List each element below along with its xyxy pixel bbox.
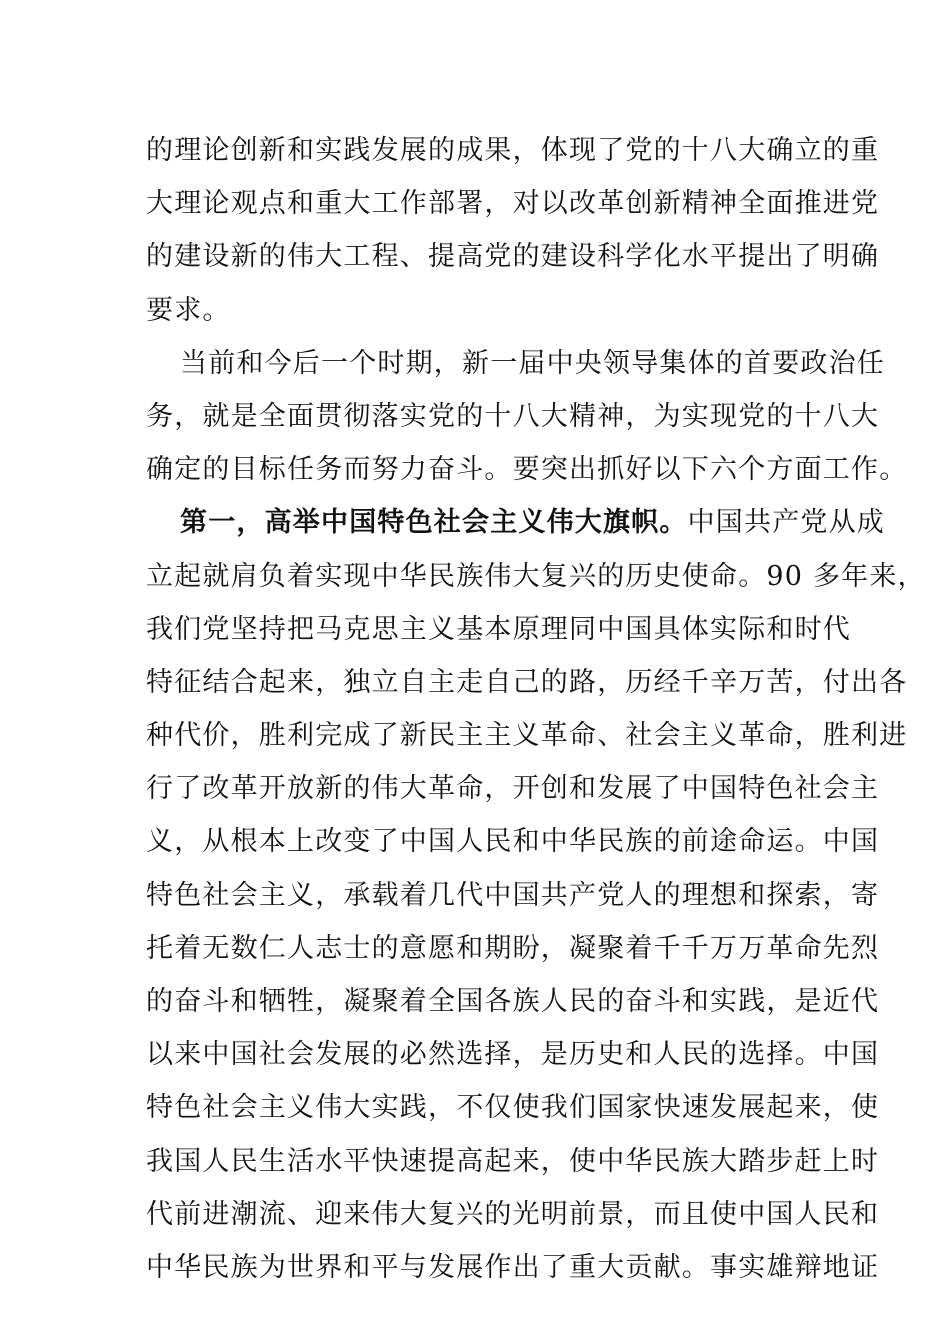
heading-line-rest: 中国共产党从成 — [687, 507, 886, 539]
paragraph-2 — [146, 337, 908, 497]
text-line: 特色社会主义，承载着几代中国共产党人的理想和探索，寄 — [146, 879, 880, 911]
text-line: 托着无数仁人志士的意愿和期盼，凝聚着千千万万革命先烈 — [146, 932, 880, 964]
text-line: 我们党坚持把马克思主义基本原理同中国具体实际和时代 — [146, 613, 851, 645]
text-line: 的奋斗和牺牲，凝聚着全国各族人民的奋斗和实践，是近代 — [146, 986, 880, 1017]
text-line: 的建设新的伟大工程、提高党的建设科学化水平提出了明确 — [146, 241, 880, 273]
text-line: 当前和今后一个时期，新一届中央领导集体的首要政治任 — [180, 347, 885, 379]
text-line: 中华民族为世界和平与发展作出了重大贡献。事实雄辩地证 — [146, 1251, 880, 1283]
section-heading: 第一，高举中国特色社会主义伟大旗帜。 — [180, 507, 688, 539]
text-line: 确定的目标任务而努力奋斗。要突出抓好以下六个方面工作。 — [146, 454, 908, 486]
text-line: 种代价，胜利完成了新民主主义革命、社会主义革命，胜利进 — [146, 720, 908, 752]
text-line: 特征结合起来，独立自主走自己的路，历经千辛万苦，付出各 — [146, 666, 908, 698]
text-line: 特色社会主义伟大实践，不仅使我们国家快速发展起来，使 — [146, 1092, 880, 1124]
text-line — [146, 496, 886, 549]
text-line: 行了改革开放新的伟大革命，开创和发展了中国特色社会主 — [146, 773, 880, 805]
paragraph-3 — [146, 496, 926, 1294]
text-line: 大理论观点和重大工作部署，对以改革创新精神全面推进党 — [146, 188, 880, 220]
text-line: 要求。 — [146, 294, 231, 326]
text-line: 的理论创新和实践发展的成果，体现了党的十八大确立的重 — [146, 135, 880, 166]
document-body — [146, 124, 926, 1294]
text-line: 以来中国社会发展的必然选择，是历史和人民的选择。中国 — [146, 1039, 880, 1071]
text-line: 义，从根本上改变了中国人民和中华民族的前途命运。中国 — [146, 826, 880, 858]
paragraph-1 — [146, 124, 880, 337]
text-line: 务，就是全面贯彻落实党的十八大精神，为实现党的十八大 — [146, 400, 880, 432]
text-line: 代前进潮流、迎来伟大复兴的光明前景，而且使中国人民和 — [146, 1198, 880, 1230]
text-line: 我国人民生活水平快速提高起来，使中华民族大踏步赶上时 — [146, 1145, 880, 1177]
text-line: 立起就肩负着实现中华民族伟大复兴的历史使命。90 多年来， — [146, 560, 926, 592]
